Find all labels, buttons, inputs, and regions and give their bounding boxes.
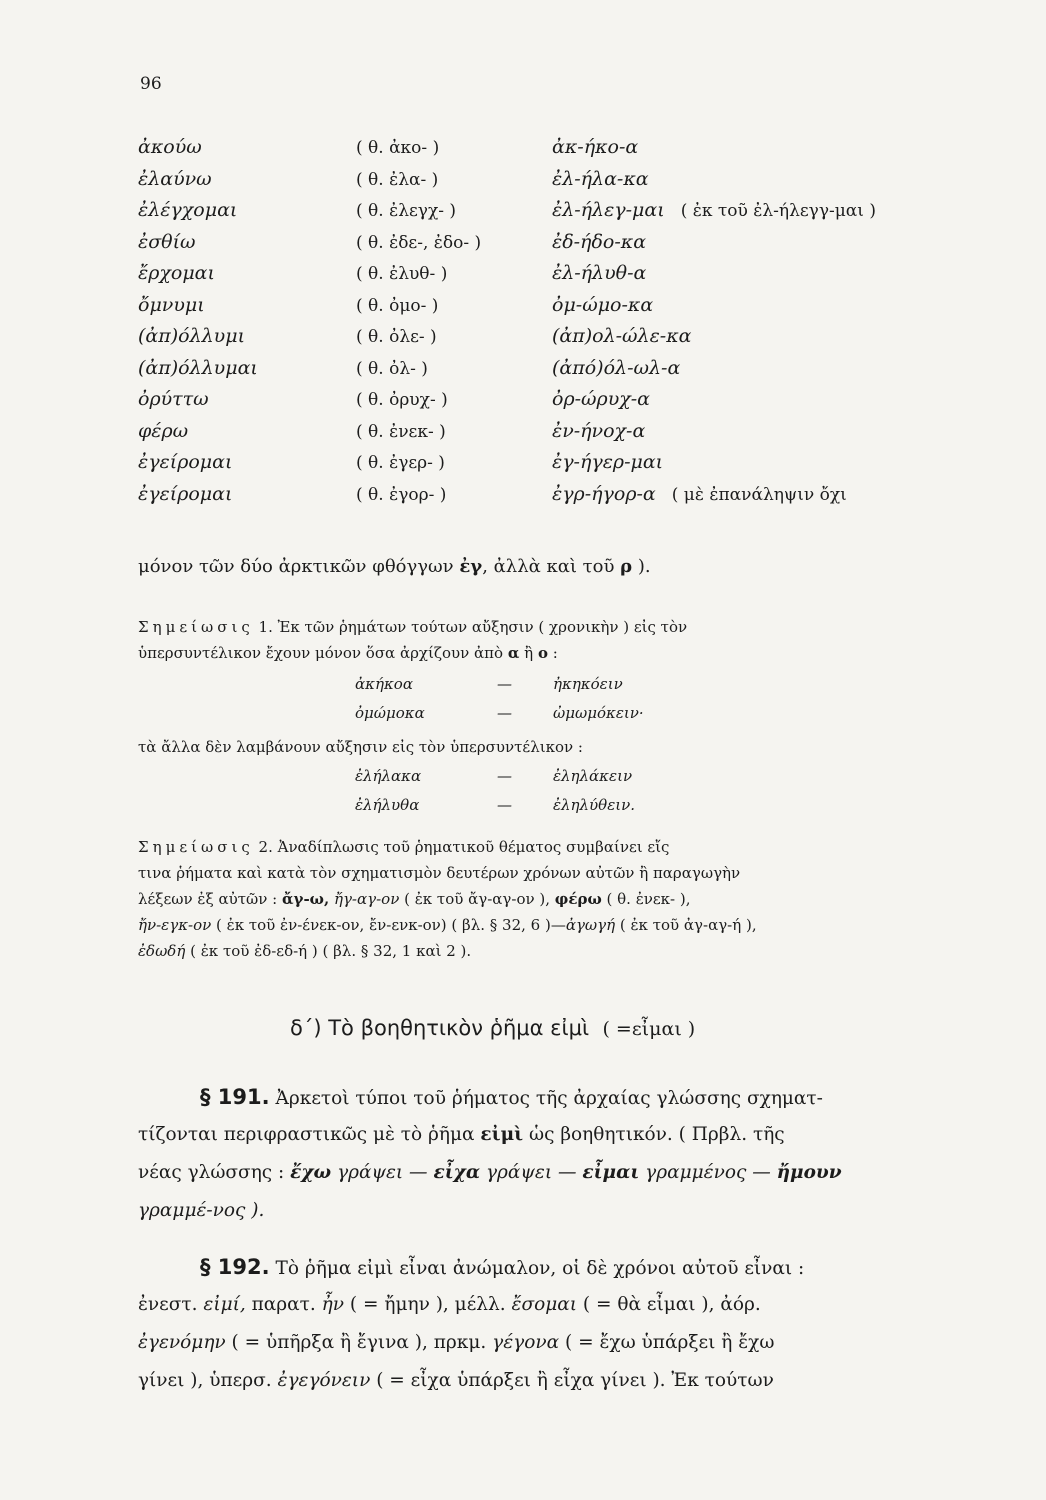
italic-word: γράψει — (485, 1162, 577, 1183)
letter-omicron: ο (537, 644, 548, 662)
italic-word: ἔσομαι (511, 1294, 577, 1315)
para-text: Τὸ ῥῆμα εἰμὶ εἶναι ἀνώμαλον, οἱ δὲ χρόνοι αὐτοῦ εἶναι : (275, 1258, 805, 1279)
example-dash: — (497, 704, 512, 722)
table-row (138, 357, 876, 389)
para-text: γίνει ), ὑπερσ. (138, 1370, 272, 1391)
verb: (ἀπ)όλλυμαι (138, 356, 258, 379)
theme: ( θ. ἐνεκ- ) (356, 421, 446, 442)
theme: ( θ. ὀλ- ) (356, 358, 428, 379)
letter-alpha: α (507, 644, 520, 662)
para-text: ( = εἶχα ὑπάρξει ἢ εἶχα γίνει ). Ἐκ τούτων (376, 1370, 774, 1391)
perfect: ἐν-ήνοχ-α (552, 419, 646, 442)
table-row (138, 294, 876, 326)
theme: ( θ. ἐγορ- ) (356, 484, 447, 505)
para-text: παρατ. (251, 1294, 316, 1315)
italic-word: ἀγωγή (565, 916, 616, 934)
perfect: ὀρ-ώρυχ-α (552, 388, 651, 410)
theme: ( θ. ἐλα- ) (356, 169, 439, 190)
note-text: : (552, 644, 558, 662)
perfect: ἐγρ-ήγορ-α (552, 482, 656, 505)
note-label: Σημείωσις (138, 618, 254, 636)
table-note (138, 556, 651, 577)
perfect: ἐλ-ήλυθ-α (552, 262, 647, 284)
section-191 (200, 1078, 823, 1116)
table-row (138, 451, 876, 483)
example-left: ἐλήλυθα (355, 796, 420, 814)
italic-word: ἐδωδή (138, 942, 186, 960)
italic-word: γραμμένος — (645, 1162, 771, 1183)
perfect: ἐδ-ήδο-κα (552, 230, 647, 253)
bold-word: εἰμὶ (480, 1124, 524, 1145)
verb: ὄμνυμι (138, 293, 205, 316)
table-row (138, 420, 876, 452)
heading-text: δ΄) Τὸ βοηθητικὸν ῥῆμα εἰμὶ (290, 1016, 590, 1040)
verb: ἐγείρομαι (138, 451, 233, 473)
para-text: ( = ὑπῆρξα ἢ ἔγινα ), πρκμ. (231, 1332, 487, 1353)
note-bold-rho: ρ (620, 556, 633, 577)
bold-word: ἤμουν (776, 1162, 842, 1183)
example-left: ὀμώμοκα (355, 704, 425, 722)
note-text: τινα ῥήματα καὶ κατὰ τὸν σχηματισμὸν δευτέρων χρόνων αὐτῶν ἢ παραγωγὴν (138, 864, 741, 882)
page-number: 96 (140, 74, 162, 94)
note-text: ἢ (524, 644, 534, 662)
note-1 (138, 614, 992, 666)
verb: ἐσθίω (138, 230, 196, 253)
section-192-body (138, 1286, 774, 1400)
note: ( μὲ ἐπανάληψιν ὄχι (671, 484, 847, 505)
example-right: ἠκηκόειν (553, 675, 623, 693)
theme: ( θ. ἐλυθ- ) (356, 264, 448, 284)
note-text: , ἀλλὰ καὶ τοῦ (482, 556, 615, 577)
note-text: ( ἐκ τοῦ ἀγ-αγ-ή ), (619, 916, 757, 934)
italic-word: ἤγ-αγ-ον (333, 890, 400, 908)
para-text: ἐνεστ. (138, 1294, 198, 1315)
italic-word: ἤν-εγκ-ον (138, 916, 212, 934)
note-text: ( ἐκ τοῦ ἄγ-αγ-ον ), (404, 890, 551, 908)
bold-word: εἶχα (433, 1162, 481, 1183)
note-text: ). (637, 556, 651, 577)
para-text: ( = θὰ εἶμαι ), ἀόρ. (582, 1294, 761, 1315)
verb: ὀρύττω (138, 388, 209, 410)
italic-word: γέγονα (492, 1332, 560, 1353)
table-row (138, 483, 876, 515)
example-right: ὠμωμόκειν· (553, 704, 644, 722)
perfect: ἐγ-ήγερ-μαι (552, 451, 664, 473)
italic-word: ἦν (321, 1294, 345, 1315)
para-text: νέας γλώσσης : (138, 1162, 285, 1183)
bold-word: εἶμαι (582, 1162, 640, 1183)
theme: ( θ. ὀρυχ- ) (356, 390, 448, 410)
perfect: (ἀπ)ολ-ώλε-κα (552, 325, 692, 347)
theme: ( θ. ἐλεγχ- ) (356, 201, 457, 221)
verb: φέρω (138, 419, 189, 442)
note-text: 2. Ἀναδίπλωσις τοῦ ῥηματικοῦ θέματος συμβαίνει εἴς (258, 838, 670, 856)
verb: ἐλέγχομαι (138, 199, 238, 221)
para-text: ὡς βοηθητικόν. ( Πρβλ. τῆς (529, 1124, 785, 1145)
bold-word: ἄγ-ω, (282, 890, 330, 908)
italic-word: ἐγεγόνειν (277, 1370, 371, 1391)
theme: ( θ. ἀκο- ) (356, 138, 440, 158)
verb: ἐλαύνω (138, 167, 212, 190)
section-192 (200, 1248, 804, 1286)
bold-word: φέρω (554, 890, 602, 908)
perfect: ἐλ-ήλεγ-μαι (552, 199, 665, 221)
italic-word: γράψει — (337, 1162, 428, 1183)
table-row (138, 136, 876, 168)
heading-paren: ( =εἶμαι ) (602, 1018, 696, 1040)
theme: ( θ. ἐγερ- ) (356, 453, 445, 473)
table-row (138, 231, 876, 263)
note: ( ἐκ τοῦ ἐλ-ήλεγγ-μαι ) (680, 201, 876, 221)
para-text: Ἀρκετοὶ τύποι τοῦ ῥήματος τῆς ἀρχαίας γλώσσης σχηματ- (275, 1088, 823, 1109)
section-191-body (138, 1116, 842, 1230)
para-text: γραμμέ-νος ). (138, 1200, 265, 1221)
example-left: ἀκήκοα (355, 675, 413, 693)
note-text: ( θ. ἐνεκ- ), (606, 890, 691, 908)
para-text: τίζονται περιφραστικῶς μὲ τὸ ῥῆμα (138, 1124, 475, 1145)
table-row (138, 168, 876, 200)
verb: ἐγείρομαι (138, 482, 233, 505)
note-1-cont (138, 734, 992, 760)
example-right: ἐληλάκειν (553, 767, 633, 785)
verb-table (138, 136, 876, 514)
note-2 (138, 834, 992, 964)
note-text: λέξεων ἐξ αὐτῶν : (138, 890, 278, 908)
verb: (ἀπ)όλλυμι (138, 325, 246, 347)
para-text: ( = ἤμην ), μέλλ. (349, 1294, 506, 1315)
note-text: ( ἐκ τοῦ ἐν-ένεκ-ον, ἔν-ενκ-ον) ( βλ. § 32, 6 )— (216, 916, 566, 934)
perfect: (ἀπό)όλ-ωλ-α (552, 356, 681, 379)
section-heading (290, 1016, 695, 1040)
note-text: ( ἐκ τοῦ ἐδ-εδ-ή ) ( βλ. § 32, 1 καὶ 2 ). (190, 942, 472, 960)
note-label: Σημείωσις (138, 838, 254, 856)
theme: ( θ. ἐδε-, ἐδο- ) (356, 232, 482, 253)
perfect: ἀκ-ήκο-α (552, 136, 639, 158)
theme: ( θ. ὀλε- ) (356, 327, 437, 347)
bold-word: ἔχω (290, 1162, 332, 1183)
table-row (138, 262, 876, 294)
example-dash: — (497, 796, 512, 814)
example-dash: — (497, 675, 512, 693)
note-text: μόνον τῶν δύο ἀρκτικῶν φθόγγων (138, 556, 454, 577)
example-right: ἐληλύθειν. (553, 796, 636, 814)
italic-word: εἰμί, (203, 1294, 246, 1315)
perfect: ὀμ-ώμο-κα (552, 293, 654, 316)
table-row (138, 325, 876, 357)
example-dash: — (497, 767, 512, 785)
verb: ἀκούω (138, 136, 202, 158)
section-number: § 192. (200, 1255, 270, 1279)
verb: ἔρχομαι (138, 262, 215, 284)
note-text: ὑπερσυντέλικον ἔχουν μόνον ὅσα ἀρχίζουν ἀπὸ (138, 644, 504, 662)
para-text: ( = ἔχω ὑπάρξει ἢ ἔχω (564, 1332, 775, 1353)
example-left: ἐλήλακα (355, 767, 422, 785)
note-bold-eg: ἐγ (459, 556, 483, 577)
table-row (138, 388, 876, 420)
section-number: § 191. (200, 1085, 270, 1109)
note-text: τὰ ἄλλα δὲν λαμβάνουν αὔξησιν εἰς τὸν ὑπερσυντέλικον : (138, 738, 583, 756)
table-row (138, 199, 876, 231)
note-text: 1. Ἐκ τῶν ῥημάτων τούτων αὔξησιν ( χρονικὴν ) εἰς τὸν (258, 618, 688, 636)
perfect: ἐλ-ήλα-κα (552, 167, 649, 190)
italic-word: ἐγενόμην (138, 1332, 226, 1353)
theme: ( θ. ὀμο- ) (356, 295, 439, 316)
